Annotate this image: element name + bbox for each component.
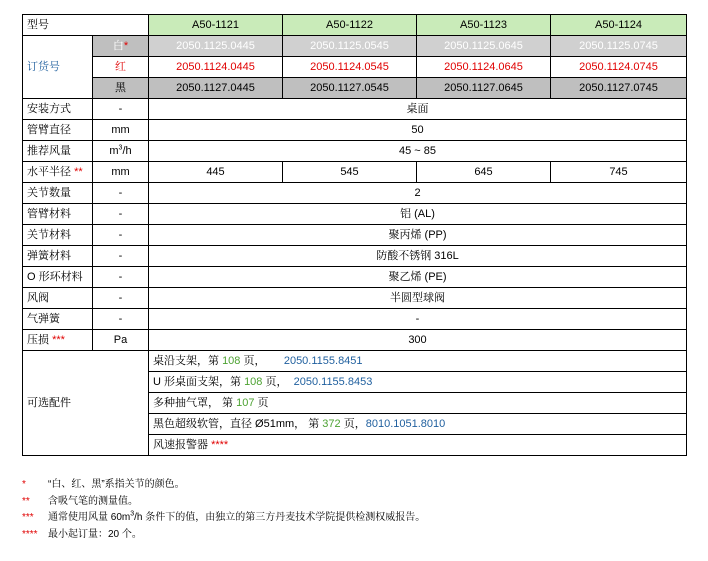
- spec-label: 关节数量: [23, 183, 93, 204]
- color-mark: *: [123, 40, 129, 52]
- spec-value: 铝 (AL): [149, 204, 687, 225]
- footnote: [22, 527, 686, 544]
- spec-value: 聚丙烯 (PP): [149, 225, 687, 246]
- spec-unit: mm: [93, 162, 149, 183]
- footnote: [22, 477, 686, 494]
- accessory-item: U 形桌面支架，第 108 页， 2050.1155.8453: [149, 372, 687, 393]
- spec-unit: $m^3/h$: [93, 141, 149, 162]
- spec-value: 445: [149, 162, 283, 183]
- header-label: 型号: [23, 15, 149, 36]
- spec-unit: -: [93, 183, 149, 204]
- order-color-white: [93, 36, 149, 57]
- order-row-red: [23, 57, 687, 78]
- spec-value: 桌面: [149, 99, 687, 120]
- spec-label: 弹簧材料: [23, 246, 93, 267]
- color-name: 白: [112, 40, 124, 52]
- spec-label: 管臂直径: [23, 120, 93, 141]
- spec-row-joint-material: [23, 225, 687, 246]
- spec-value: 645: [417, 162, 551, 183]
- footnote-mark: **: [22, 495, 30, 507]
- spec-row-diameter: [23, 120, 687, 141]
- footnote-text: 最小起订量：20 个。: [48, 528, 142, 540]
- order-code: 2050.1124.0445: [149, 57, 283, 78]
- order-row-white: [23, 36, 687, 57]
- accessory-item: 黑色超级软管，直径 Ø51mm， 第 372 页，8010.1051.8010: [149, 414, 687, 435]
- accessory-item: 风速报警器 ****: [149, 435, 687, 456]
- spec-value: 45 ~ 85: [149, 141, 687, 162]
- spec-value: 545: [283, 162, 417, 183]
- order-code: 2050.1127.0745: [551, 78, 687, 99]
- footnote: [22, 494, 686, 511]
- spec-unit: -: [93, 309, 149, 330]
- spec-value: 745: [551, 162, 687, 183]
- spec-row-mounting: [23, 99, 687, 120]
- accessory-row: [23, 351, 687, 372]
- spec-label: O 形环材料: [23, 267, 93, 288]
- model-2: A50-1122: [283, 15, 417, 36]
- spec-value: 聚乙烯 (PE): [149, 267, 687, 288]
- accessory-item: 桌沿支架，第 108 页， 2050.1155.8451: [149, 351, 687, 372]
- spec-label: 安装方式: [23, 99, 93, 120]
- spec-value: 50: [149, 120, 687, 141]
- spec-label: 关节材料: [23, 225, 93, 246]
- footnote-mark: ****: [22, 528, 38, 540]
- header-row: [23, 15, 687, 36]
- spec-row-radius: [23, 162, 687, 183]
- order-code: 2050.1124.0645: [417, 57, 551, 78]
- spec-row-damper: [23, 288, 687, 309]
- footnote-text: 含吸气笔的测量值。: [48, 495, 138, 507]
- spec-unit: mm: [93, 120, 149, 141]
- footnotes: [22, 477, 686, 543]
- accessories-label: 可选配件: [23, 351, 149, 456]
- footnote-mark: ***: [22, 512, 34, 523]
- order-code: 2050.1127.0445: [149, 78, 283, 99]
- spec-row-joints: [23, 183, 687, 204]
- order-color-red: 红: [93, 57, 149, 78]
- spec-unit: -: [93, 204, 149, 225]
- model-3: A50-1123: [417, 15, 551, 36]
- spec-label: 风阀: [23, 288, 93, 309]
- order-code: 2050.1125.0645: [417, 36, 551, 57]
- spec-unit: -: [93, 225, 149, 246]
- spec-label: 推荐风量: [23, 141, 93, 162]
- spec-value: 防酸不锈钢 316L: [149, 246, 687, 267]
- order-code: 2050.1125.0745: [551, 36, 687, 57]
- order-color-black: 黑: [93, 78, 149, 99]
- footnote-text: 通常使用风量 $60m^3/h$ 条件下的值，由独立的第三方丹麦技术学院提供检测权威报告。: [48, 510, 426, 523]
- spec-label: 压损 ***: [23, 330, 93, 351]
- spec-label: 水平半径 **: [23, 162, 93, 183]
- order-code: 2050.1124.0745: [551, 57, 687, 78]
- spec-row-gas-spring: [23, 309, 687, 330]
- spec-row-airflow: [23, 141, 687, 162]
- model-1: A50-1121: [149, 15, 283, 36]
- spec-unit: -: [93, 99, 149, 120]
- order-row-black: [23, 78, 687, 99]
- spec-unit: Pa: [93, 330, 149, 351]
- accessory-item: 多种抽气罩， 第 107 页: [149, 393, 687, 414]
- spec-value: -: [149, 309, 687, 330]
- spec-table: [22, 14, 687, 456]
- footnote-text: “白、红、黑”系指关节的颜色。: [48, 479, 185, 490]
- spec-unit: -: [93, 267, 149, 288]
- spec-row-pressure-loss: [23, 330, 687, 351]
- footnote-mark: *: [22, 479, 26, 490]
- order-code: 2050.1127.0545: [283, 78, 417, 99]
- spec-label: 气弹簧: [23, 309, 93, 330]
- spec-row-spring-material: [23, 246, 687, 267]
- spec-unit: -: [93, 288, 149, 309]
- order-code: 2050.1124.0545: [283, 57, 417, 78]
- spec-value: 半圆型球阀: [149, 288, 687, 309]
- order-label: 订货号: [23, 36, 93, 99]
- spec-row-arm-material: [23, 204, 687, 225]
- spec-row-oring-material: [23, 267, 687, 288]
- order-code: 2050.1127.0645: [417, 78, 551, 99]
- spec-unit: -: [93, 246, 149, 267]
- footnote: [22, 510, 686, 527]
- order-code: 2050.1125.0545: [283, 36, 417, 57]
- spec-label: 管臂材料: [23, 204, 93, 225]
- spec-value: 2: [149, 183, 687, 204]
- spec-value: 300: [149, 330, 687, 351]
- model-4: A50-1124: [551, 15, 687, 36]
- order-code: 2050.1125.0445: [149, 36, 283, 57]
